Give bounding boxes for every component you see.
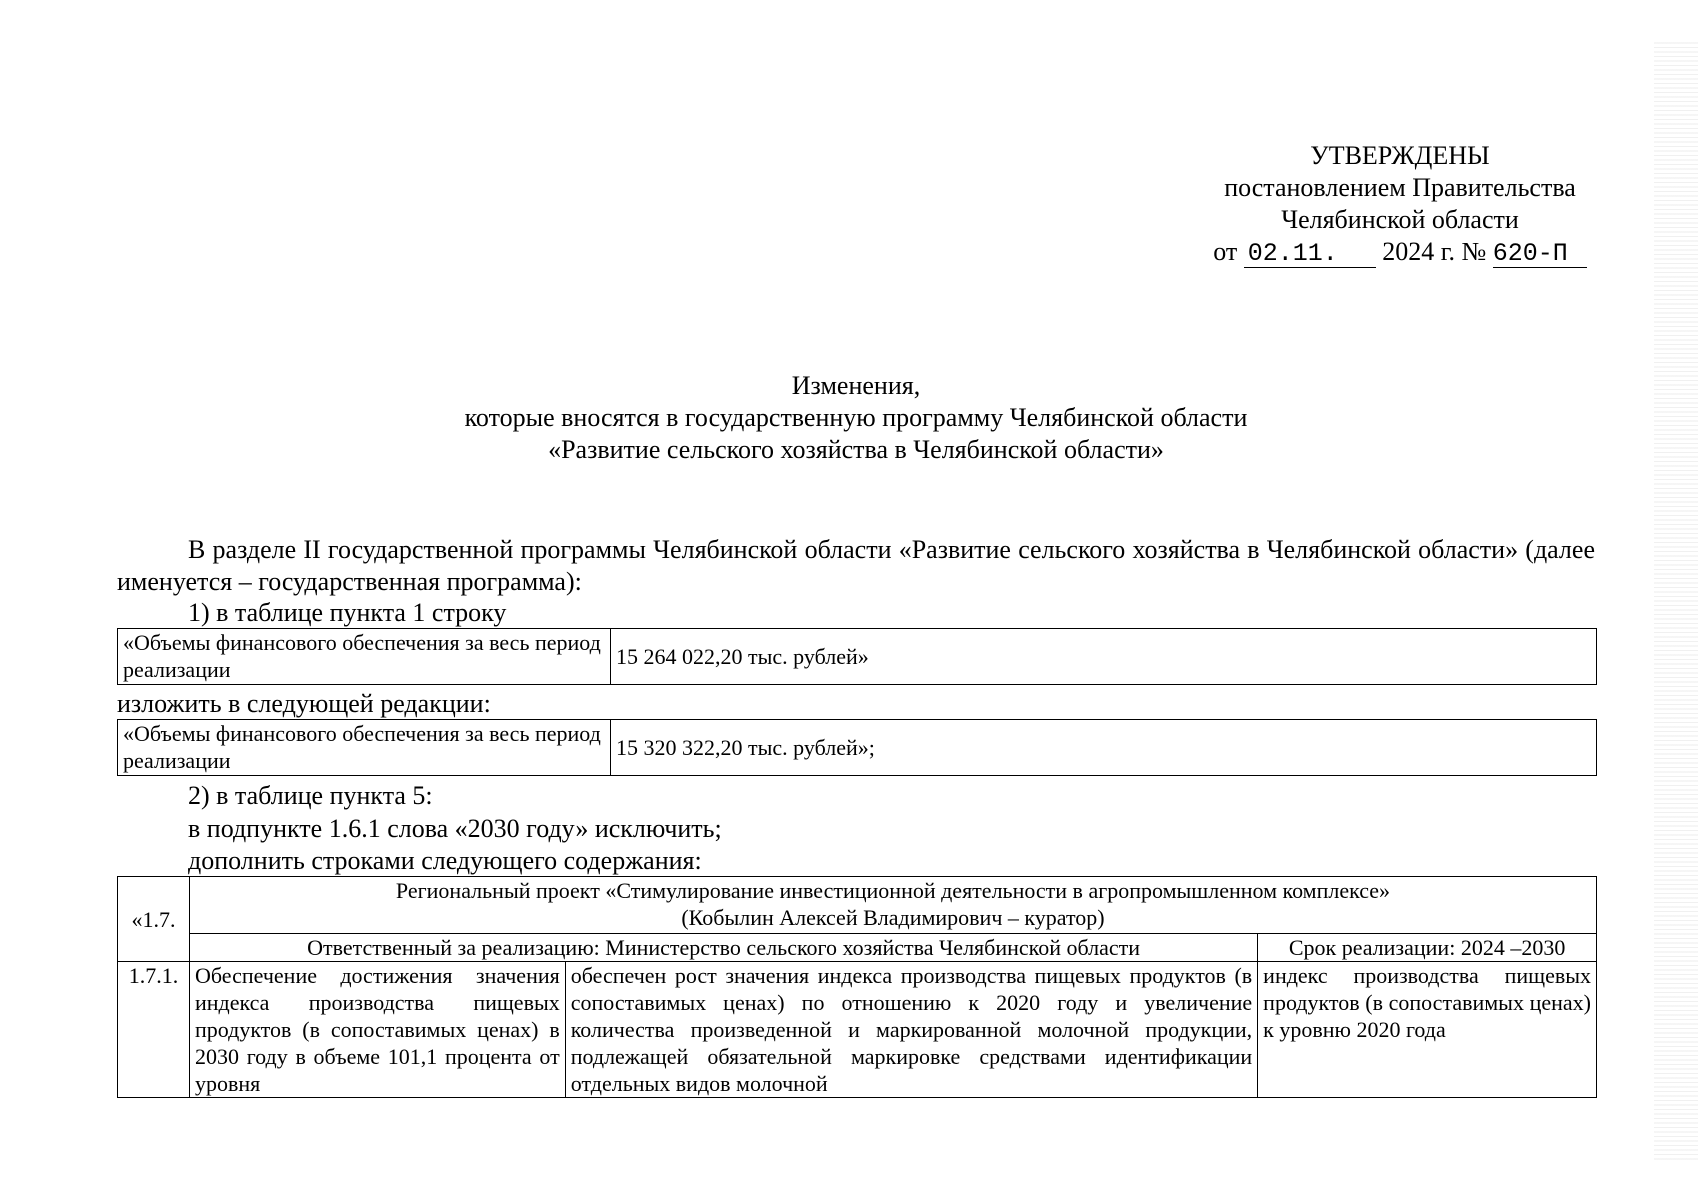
project-term: Срок реализации: 2024 –2030 <box>1258 934 1597 962</box>
task-indicator: индекс производства пищевых продуктов (в сопоставимых ценах) к уровню 2020 года <box>1263 963 1591 1042</box>
table-old-label: «Объемы финансового обеспечения за весь период реализации <box>118 629 611 685</box>
approval-date-line <box>1180 236 1620 268</box>
table-new-label: «Объемы финансового обеспечения за весь период реализации <box>118 720 611 776</box>
item-2: 2) в таблице пункта 5: <box>188 781 433 810</box>
project-curator: (Кобылин Алексей Владимирович – куратор) <box>681 905 1105 930</box>
table-new-value <box>117 719 1597 776</box>
table-row <box>118 720 1597 776</box>
approval-line-2: Челябинской области <box>1281 205 1519 234</box>
project-responsible: Ответственный за реализацию: Министерство сельского хозяйства Челябинской области <box>189 934 1257 962</box>
task-description: Обеспечение достижения значения индекса производства пищевых продуктов (в сопоставимых ценах) в 2030 году в объеме 101,1 процента от уровня <box>194 963 560 1096</box>
document-title <box>120 370 1592 466</box>
table-row <box>118 629 1597 685</box>
project-title-cell <box>189 877 1596 934</box>
intro-paragraph: В разделе II государственной программы Челябинской области «Развитие сельского хозяйства в Челябинской области» (далее именуется – государственная программа): <box>117 535 1595 596</box>
table-row <box>118 962 1597 1098</box>
title-line-2: которые вносятся в государственную программу Челябинской области <box>464 403 1248 432</box>
table-old-value <box>117 628 1597 685</box>
title-line-1: Изменения, <box>791 371 921 400</box>
item-2-a: в подпункте 1.6.1 слова «2030 году» исключить; <box>188 814 722 843</box>
table-new-amount: 15 320 322,20 тыс. рублей»; <box>611 720 1597 776</box>
approval-stamp-block <box>1180 140 1620 268</box>
task-number: 1.7.1. <box>118 962 190 1098</box>
table-old-amount: 15 264 022,20 тыс. рублей» <box>611 629 1597 685</box>
approval-date-prefix: от <box>1213 237 1238 266</box>
approval-title: УТВЕРЖДЕНЫ <box>1310 141 1490 170</box>
task-effect: обеспечен рост значения индекса производства пищевых продуктов (в сопоставимых ценах) по отношению к 2020 году и увеличение количества произведенной и маркированной молочной продукции, подлежащей обязательной маркировке средствами идентификации отдельных видов молочной <box>570 963 1253 1096</box>
item-1-after: изложить в следующей редакции: <box>117 689 491 718</box>
project-title: Региональный проект «Стимулирование инвестиционной деятельности в агропромышленном комплексе» <box>395 878 1391 903</box>
approval-date: 02.11. <box>1244 241 1376 268</box>
title-line-3: «Развитие сельского хозяйства в Челябинской области» <box>548 435 1164 464</box>
table-regional-project <box>117 876 1597 1098</box>
item-2-b: дополнить строками следующего содержания: <box>188 846 702 875</box>
table-row <box>118 934 1597 962</box>
approval-year: 2024 г. № <box>1382 237 1487 266</box>
scan-edge-noise <box>1654 40 1698 1160</box>
task-description-cell <box>189 962 565 1098</box>
approval-line-1: постановлением Правительства <box>1224 173 1576 202</box>
task-effect-cell <box>565 962 1257 1098</box>
table-row <box>118 877 1597 934</box>
approval-number: 620-П <box>1493 241 1587 268</box>
item-1: 1) в таблице пункта 1 строку <box>188 598 507 627</box>
task-indicator-cell <box>1258 962 1597 1098</box>
project-number: «1.7. <box>118 877 190 962</box>
